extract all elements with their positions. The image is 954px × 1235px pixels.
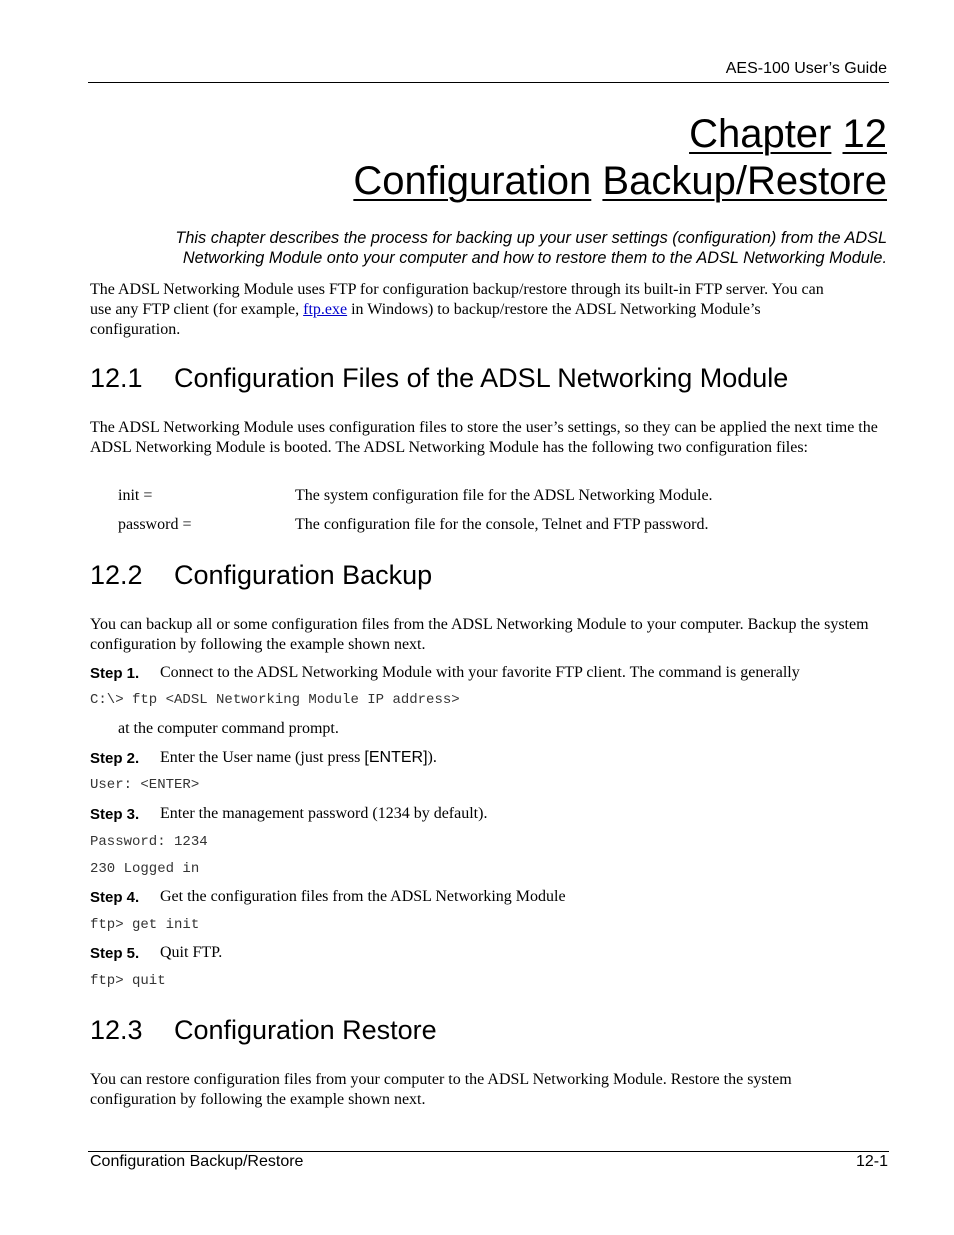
step-5-text: Quit FTP.: [160, 944, 223, 961]
intro-paragraph: [90, 280, 890, 340]
para-line-2: [90, 300, 890, 320]
section-12-1-paragraph: The ADSL Networking Module uses configuration files to store the user’s settings, so they can be applied the next time the ADSL Networking Module is booted. The ADSL Networking Module has the following two configuration files:: [90, 419, 878, 456]
para-line-2-post: in Windows) to backup/restore the ADSL Networking Module’s: [347, 301, 761, 318]
header-rule: [88, 82, 889, 83]
step-1-text: Connect to the ADSL Networking Module with your favorite FTP client. The command is generally: [160, 664, 800, 681]
chapter-title: [353, 157, 887, 205]
step-2-label: Step 2.: [90, 750, 140, 767]
step-5-label: Step 5.: [90, 945, 140, 962]
step-2-text-post: ).: [427, 749, 437, 766]
section-heading-12-2: [90, 559, 432, 591]
section-title: Configuration Restore: [174, 1015, 437, 1045]
file-term-password: password =: [118, 516, 192, 533]
file-desc-init: The system configuration file for the ADSL Networking Module.: [295, 487, 713, 504]
file-term-init: init =: [118, 487, 153, 504]
step-3-label: Step 3.: [90, 806, 140, 823]
chapter-title-part2: Backup/Restore: [602, 159, 887, 203]
footer-page-number: 12-1: [855, 1153, 888, 1170]
code-ftp-command: C:\> ftp <ADSL Networking Module IP address>: [90, 692, 460, 708]
section-12-3-paragraph: You can restore configuration files from your computer to the ADSL Networking Module. Restore the system configuration by following the example shown next.: [90, 1071, 792, 1108]
chapter-number: 12: [842, 112, 887, 156]
running-header: AES-100 User’s Guide: [725, 60, 887, 77]
section-heading-12-1: [90, 362, 788, 394]
command-prompt-note: at the computer command prompt.: [118, 720, 339, 737]
chapter-title-part1: Configuration: [353, 159, 592, 203]
section-number: 12.1: [90, 363, 143, 393]
chapter-intro: This chapter describes the process for backing up your user settings (configuration) from the ADSL Networking Module onto your computer and how to restore them to the ADSL Networking Module.: [175, 229, 887, 267]
section-title: Configuration Files of the ADSL Networking Module: [174, 363, 789, 393]
code-quit: ftp> quit: [90, 973, 166, 989]
section-title: Configuration Backup: [174, 560, 433, 590]
section-12-2-paragraph: You can backup all or some configuration files from the ADSL Networking Module to your computer. Backup the system configuration by following the example shown next.: [90, 616, 869, 653]
section-heading-12-3: [90, 1014, 437, 1046]
footer-rule: [88, 1151, 889, 1152]
step-2-text-pre: Enter the User name (just press: [160, 749, 365, 766]
code-password: Password: 1234: [90, 834, 208, 850]
step-3-text: Enter the management password (1234 by default).: [160, 805, 488, 822]
code-get-init: ftp> get init: [90, 917, 200, 933]
para-line-1: The ADSL Networking Module uses FTP for configuration backup/restore through its built-in FTP server. You can: [90, 281, 824, 298]
file-desc-password: The configuration file for the console, Telnet and FTP password.: [295, 516, 709, 533]
code-logged-in: 230 Logged in: [90, 861, 200, 877]
chapter-word: Chapter: [689, 112, 832, 156]
step-4-label: Step 4.: [90, 889, 140, 906]
chapter-label: [689, 110, 887, 158]
code-user: User: <ENTER>: [90, 777, 200, 793]
para-line-3: configuration.: [90, 321, 181, 338]
footer-chapter-title: Configuration Backup/Restore: [90, 1153, 304, 1170]
section-number: 12.2: [90, 560, 143, 590]
step-4-text: Get the configuration files from the ADSL Networking Module: [160, 888, 566, 905]
ftp-exe-link[interactable]: ftp.exe: [303, 301, 348, 318]
para-line-2-pre: use any FTP client (for example,: [90, 301, 304, 318]
enter-key-label: [ENTER]: [364, 749, 428, 766]
step-1-label: Step 1.: [90, 665, 140, 682]
section-number: 12.3: [90, 1015, 143, 1045]
step-2-text: [160, 749, 437, 767]
